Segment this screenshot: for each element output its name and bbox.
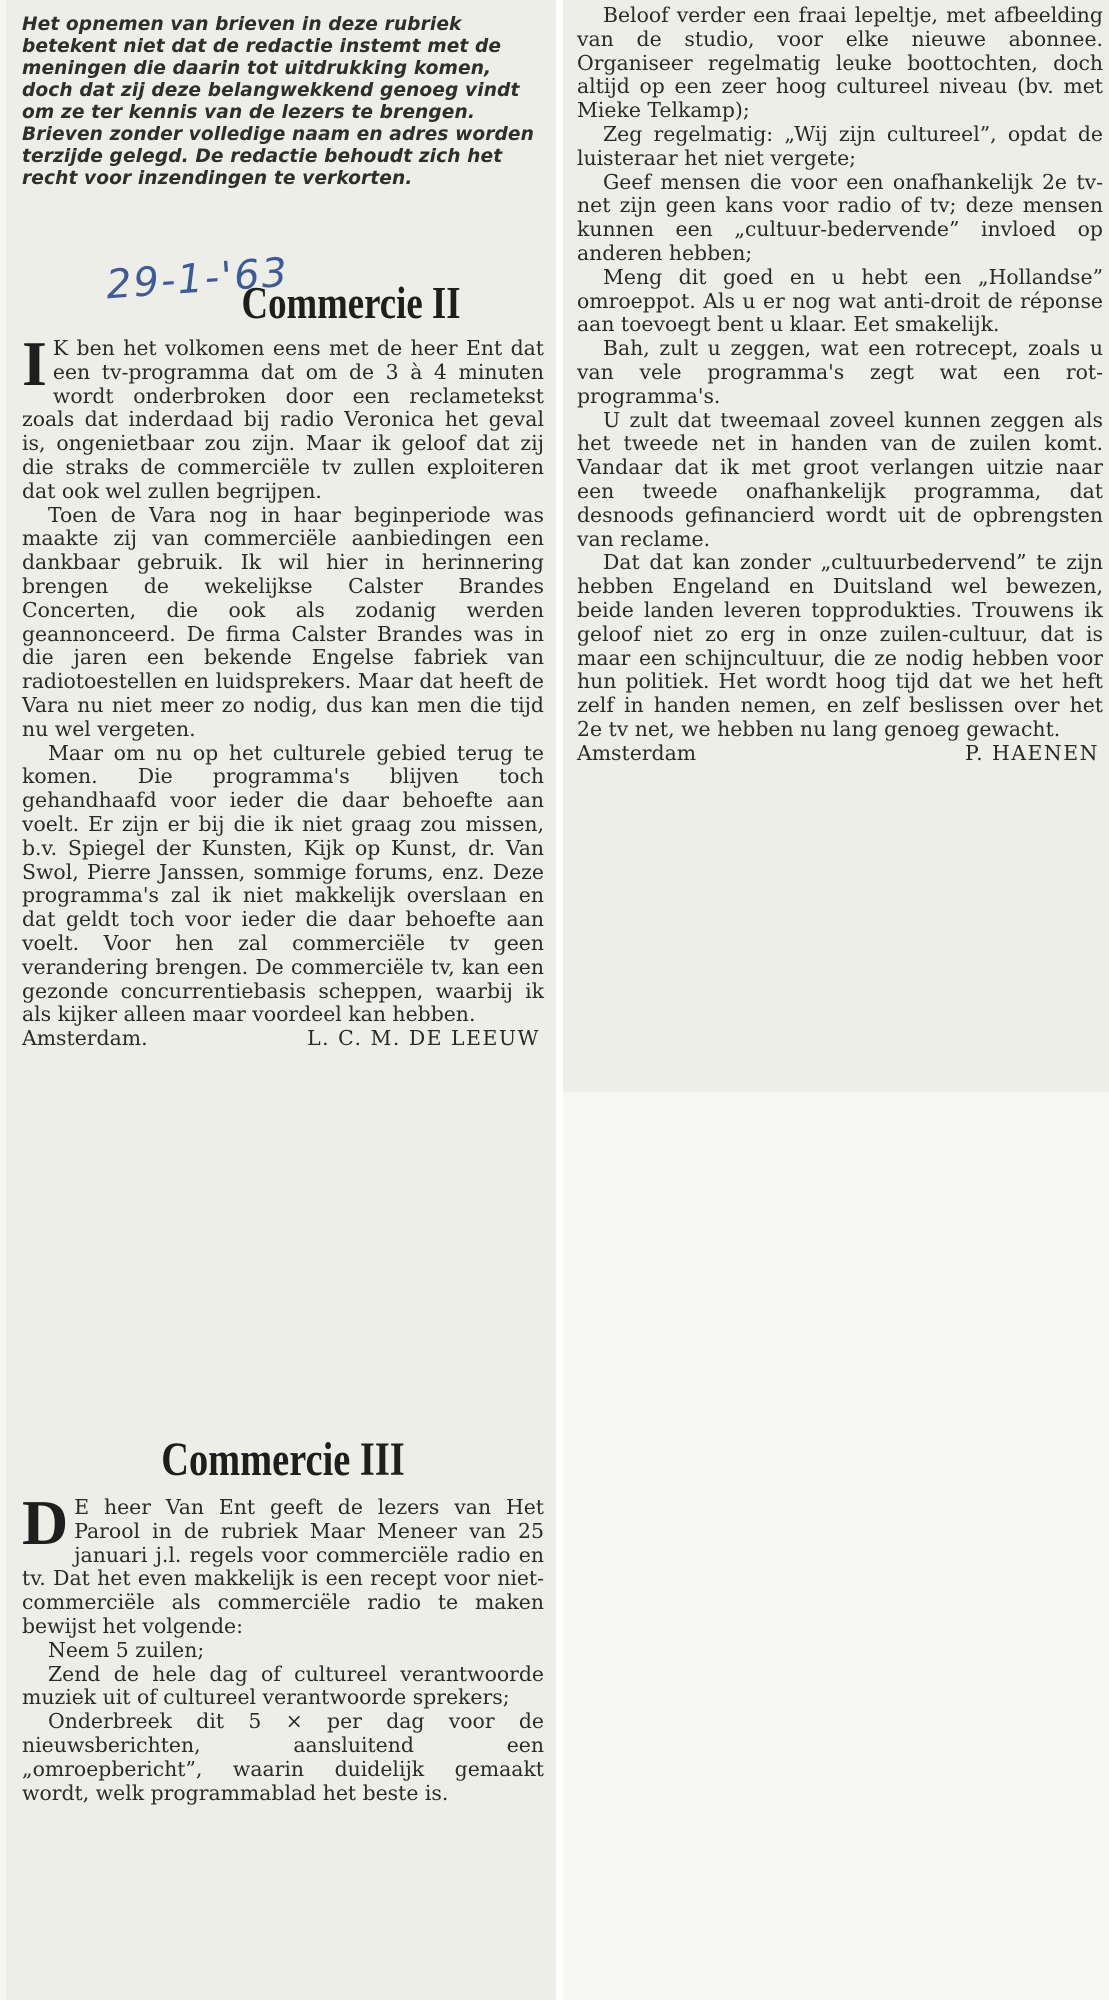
byline-author: P. HAENEN <box>964 740 1099 765</box>
letter-commercie-3-part1 <box>22 1487 544 1805</box>
editorial-notice: Het opnemen van brieven in deze rubriek betekent niet dat de redactie instemt met de meningen die daarin tot uitdrukking komen, doch dat zij deze belangwekkend genoeg vindt om ze ter kennis van de lezers te brengen. Brieven zonder volledige naam en adres worden terzijde gelegd. De redactie behoudt zich het recht voor inzendingen te verkorten. <box>22 14 534 189</box>
drop-cap: I <box>22 328 47 399</box>
letter-commercie-2 <box>22 328 544 1051</box>
byline <box>577 742 1103 766</box>
drop-cap: D <box>22 1487 69 1558</box>
byline-city: Amsterdam <box>577 740 697 765</box>
paragraph: Onderbreek dit 5 × per dag voor de nieuwsberichten, aansluitend een „omroepbericht”, waarin duidelijk gemaakt wordt, welk programmablad het beste is. <box>22 1709 544 1805</box>
paragraph-text: E heer Van Ent geeft de lezers van Het Parool in de rubriek Maar Meneer van 25 januari j.l. regels voor commerciële radio en tv. Dat het even makkelijk is een recept voor niet-commerciële als commerciële radio te maken bewijst het volgende: <box>22 1495 544 1638</box>
paragraph: Maar om nu op het culturele gebied terug te komen. Die programma's blijven toch gehandhaafd voor ieder die daar behoefte aan voelt. Er zijn er bij die ik niet graag zou missen, b.v. Spiegel der Kunsten, Kijk op Kunst, dr. Van Swol, Pierre Janssen, sommige forums, enz. Deze programma's zal ik niet makkelijk overslaan en dat geldt toch voor ieder die daar behoefte aan voelt. Voor hen zal commerciële tv geen verandering brengen. De commerciële tv, kan een gezonde concurrentiebasis scheppen, waarbij ik als kijker alleen maar voordeel kan hebben. <box>22 740 544 1027</box>
byline-author: L. C. M. DE LEEUW <box>307 1026 540 1051</box>
paragraph: Toen de Vara nog in haar beginperiode was maakte zij van commerciële aanbiedingen een dankbaar gebruik. Ik wil hier in herinnering brengen de wekelijkse Calster Brandes Concerten, die ook als zodanig werden geannonceerd. De firma Calster Brandes was in die jaren een bekende Engelse fabriek van radiotoestellen en luidsprekers. Maar dat heeft de Vara nu niet meer zo nodig, dus kan men die tijd nu wel vergeten. <box>22 502 544 741</box>
headline-commercie-3: Commercie III <box>161 1433 405 1486</box>
byline-city: Amsterdam. <box>22 1026 148 1051</box>
column-gutter <box>556 0 563 2000</box>
paragraph <box>22 328 544 504</box>
paragraph: Neem 5 zuilen; <box>48 1637 205 1662</box>
right-column <box>563 0 1109 1092</box>
paragraph: Meng dit goed en u hebt een „Hollandse” omroeppot. Als u er nog wat anti-droit de réponse aan toevoegt bent u klaar. Eet smakelijk. <box>577 264 1103 337</box>
paragraph-text: K ben het volkomen eens met de heer Ent dat een tv-programma dat om de 3 à 4 minuten wordt onderbroken door een reclametekst zoals dat inderdaad bij radio Veronica het geval is, ongenietbaar zou zijn. Maar ik geloof dat zij die straks de commerciële tv zullen exploiteren dat ook wel zullen begrijpen. <box>22 336 544 503</box>
paragraph: U zult dat tweemaal zoveel kunnen zeggen als het tweede net in handen van de zuilen komt. Vandaar dat ik met groot verlangen uitzie naar een tweede onafhankelijk programma, dat desnoods gefinancierd wordt uit de opbrengsten van reclame. <box>577 407 1103 551</box>
left-column <box>6 0 556 2000</box>
handwritten-date: 29-1-'63 <box>104 249 291 309</box>
paragraph: Zeg regelmatig: „Wij zijn cultureel”, opdat de luisteraar het niet vergete; <box>577 121 1103 170</box>
paragraph: Beloof verder een fraai lepeltje, met afbeelding van de studio, voor elke nieuwe abonnee. Organiseer regelmatig leuke boottochten, doch altijd op een zeer hoog cultureel niveau (bv. met Mieke Telkamp); <box>577 3 1103 123</box>
byline <box>22 1027 544 1051</box>
paragraph: Geef mensen die voor een onafhankelijk 2e tv-net zijn geen kans voor radio of tv; deze mensen kunnen een „cultuur-bedervende” invloed op anderen hebben; <box>577 169 1103 265</box>
letter-commercie-3-part2 <box>577 4 1103 766</box>
headline-commercie-2: Commercie II <box>241 277 461 328</box>
paragraph <box>22 1487 544 1639</box>
paragraph: Zend de hele dag of cultureel verantwoorde muziek uit of cultureel verantwoorde sprekers; <box>22 1661 544 1710</box>
paragraph: Dat dat kan zonder „cultuurbedervend” te zijn hebben Engeland en Duitsland wel bewezen, beide landen leveren topprodukties. Trouwens ik geloof niet zo erg in onze zuilen-cultuur, dat is maar een schijncultuur, die ze nodig hebben voor hun politiek. Het wordt hoog tijd dat we het heft zelf in handen nemen, en zelf beslissen over het 2e tv net, we hebben nu lang genoeg gewacht. <box>577 550 1103 741</box>
paragraph: Bah, zult u zeggen, wat een rotrecept, zoals u van vele programma's zegt wat een rot-programma's. <box>577 336 1103 408</box>
